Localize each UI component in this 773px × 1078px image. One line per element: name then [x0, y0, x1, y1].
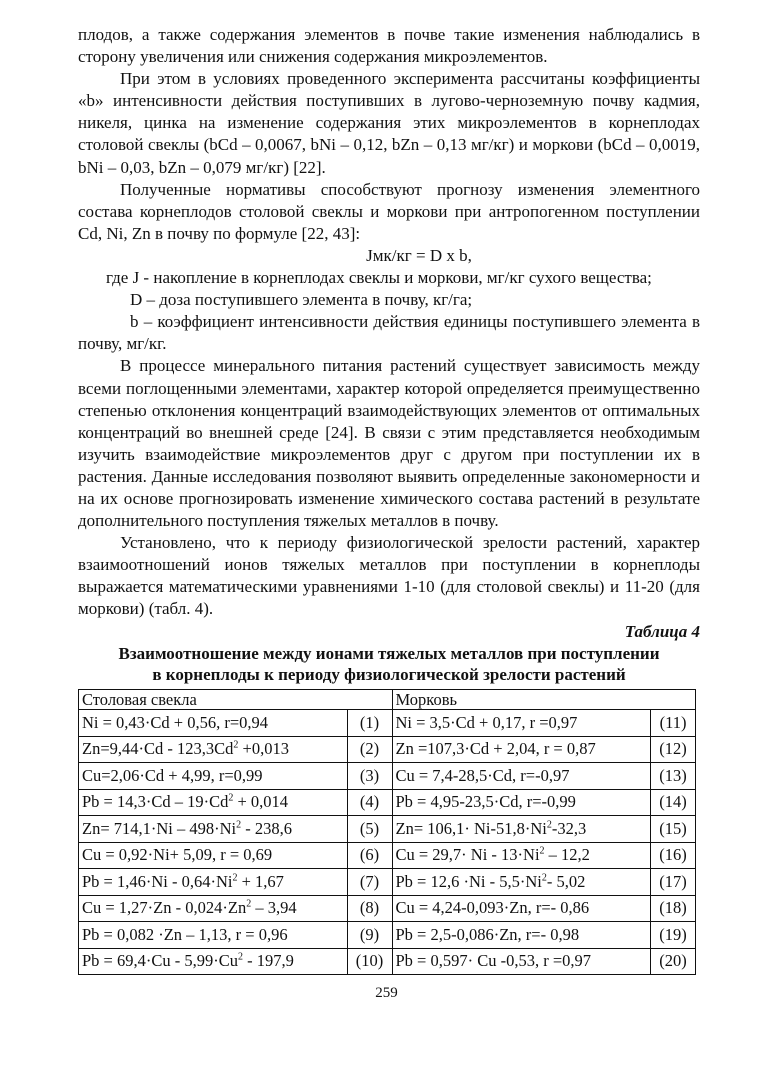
equation-main: Pb = 14,3·Cd – 19·Cd: [82, 792, 229, 812]
carrot-equation: [392, 922, 651, 949]
equation-exponent: 2: [233, 739, 239, 751]
table-row: [79, 710, 696, 737]
table-row: [79, 736, 696, 763]
table-body: [79, 710, 696, 975]
paragraph-1: плодов, а также содержания элементов в почве такие изменения наблюдались в сторону увеличения или снижения содержания микроэлементов.: [78, 25, 700, 67]
equation-tail: -32,3: [551, 818, 587, 838]
carrot-equation: [392, 842, 651, 869]
equation-main: Cu = 7,4-28,5·Cd, r=-0,97: [395, 765, 570, 785]
table-row: [79, 922, 696, 949]
beet-equation: [79, 842, 348, 869]
equation-tail: +0,013: [238, 739, 289, 759]
equation-number: (8): [347, 895, 392, 922]
equation-main: Pb = 1,46·Ni - 0,64·Ni: [82, 871, 233, 891]
equation-number: (13): [651, 763, 696, 790]
equation-exponent: 2: [228, 792, 234, 804]
beet-equation: [79, 789, 348, 816]
equation-main: Cu=2,06·Cd + 4,99, r=0,99: [82, 765, 263, 785]
beet-equation: [79, 895, 348, 922]
equation-number: (6): [347, 842, 392, 869]
beet-equation: [79, 948, 348, 975]
body-text: [78, 24, 700, 685]
table-row: [79, 869, 696, 896]
equations-table: [78, 689, 696, 975]
beet-equation: [79, 869, 348, 896]
equation-main: Pb = 0,082 ·Zn – 1,13, r = 0,96: [82, 924, 288, 944]
beet-equation: [79, 736, 348, 763]
beet-equation: [79, 816, 348, 843]
beet-equation: [79, 763, 348, 790]
formula: Jмк/кг = D x b,: [366, 245, 472, 265]
header-beet: Столовая свекла: [79, 690, 393, 710]
equation-exponent: 2: [541, 872, 547, 884]
equation-main: Cu = 4,24-0,093·Zn, r=- 0,86: [395, 898, 590, 918]
equation-exponent: 2: [236, 819, 242, 831]
carrot-equation: [392, 710, 651, 737]
equation-number: (3): [347, 763, 392, 790]
equation-number: (11): [651, 710, 696, 737]
page-number: 259: [375, 985, 398, 1001]
carrot-equation: [392, 789, 651, 816]
equation-exponent: 2: [237, 951, 243, 963]
paragraph-5: Установлено, что к периоду физиологической зрелости растений, характер взаимоотношений ионов тяжелых металлов при поступлении в корнеплоды выражается математическими уравнениями 1-10 (для столовой свеклы) и 11-20 (для моркови) (табл. 4).: [78, 533, 700, 619]
table-caption-line-1: Взаимоотношение между ионами тяжелых металлов при поступлении: [118, 643, 660, 663]
equation-main: Zn= 106,1· Ni-51,8·Ni: [395, 818, 547, 838]
equation-tail: + 1,67: [237, 871, 284, 891]
paragraph-2: При этом в условиях проведенного эксперимента рассчитаны коэффициенты «b» интенсивности действия поступивших в лугово-черноземную почву кадмия, никеля, цинка на изменение содержания этих микроэлементов в корнеплодах столовой свеклы (bCd – 0,0067, bNi – 0,12, bZn – 0,13 мг/кг) и моркови (bCd – 0,0019, bNi – 0,03, bZn – 0,079 мг/кг) [22].: [78, 69, 700, 177]
equation-tail: – 3,94: [251, 898, 297, 918]
equation-main: Pb = 69,4·Cu - 5,99·Cu: [82, 951, 238, 971]
equation-number: (18): [651, 895, 696, 922]
definition-j: где J - накопление в корнеплодах свеклы и моркови, мг/кг сухого вещества;: [106, 268, 652, 288]
paragraph-3: Полученные нормативы способствуют прогнозу изменения элементного состава корнеплодов столовой свеклы и моркови при антропогенном поступлении Cd, Ni, Zn в почву по формуле [22, 43]:: [78, 179, 700, 243]
table-row: [79, 895, 696, 922]
header-carrot: Морковь: [392, 690, 696, 710]
equation-number: (15): [651, 816, 696, 843]
equation-exponent: 2: [539, 845, 545, 857]
equation-number: (2): [347, 736, 392, 763]
equation-main: Cu = 1,27·Zn - 0,024·Zn: [82, 898, 247, 918]
equation-number: (10): [347, 948, 392, 975]
carrot-equation: [392, 895, 651, 922]
equation-exponent: 2: [232, 872, 238, 884]
carrot-equation: [392, 948, 651, 975]
equation-main: Zn= 714,1·Ni – 498·Ni: [82, 818, 237, 838]
equation-main: Ni = 3,5·Cd + 0,17, r =0,97: [395, 712, 578, 732]
equation-main: Cu = 0,92·Ni+ 5,09, r = 0,69: [82, 845, 273, 865]
equation-number: (4): [347, 789, 392, 816]
equation-main: Pb = 4,95-23,5·Cd, r=-0,99: [395, 792, 576, 812]
carrot-equation: [392, 736, 651, 763]
equation-main: Cu = 29,7· Ni - 13·Ni: [395, 845, 540, 865]
equation-number: (12): [651, 736, 696, 763]
equation-tail: - 238,6: [241, 818, 292, 838]
equation-number: (20): [651, 948, 696, 975]
table-row: [79, 842, 696, 869]
equation-number: (14): [651, 789, 696, 816]
equation-number: (1): [347, 710, 392, 737]
equation-tail: - 5,02: [546, 871, 586, 891]
table-row: [79, 816, 696, 843]
table-row: [79, 789, 696, 816]
equation-tail: - 197,9: [242, 951, 294, 971]
table-caption-line-2: в корнеплоды к периоду физиологической зрелости растений: [152, 664, 626, 684]
equation-exponent: 2: [246, 898, 252, 910]
equation-main: Ni = 0,43·Cd + 0,56, r=0,94: [82, 712, 269, 732]
equation-main: Zn=9,44·Cd - 123,3Cd: [82, 739, 234, 759]
equation-tail: – 12,2: [544, 845, 590, 865]
equation-main: Pb = 2,5-0,086·Zn, r=- 0,98: [395, 924, 580, 944]
equation-number: (5): [347, 816, 392, 843]
equation-exponent: 2: [546, 819, 552, 831]
equation-main: Pb = 0,597· Cu -0,53, r =0,97: [395, 951, 592, 971]
carrot-equation: [392, 763, 651, 790]
definition-d: D – доза поступившего элемента в почву, кг/га;: [130, 290, 473, 310]
table-row: [79, 948, 696, 975]
carrot-equation: [392, 869, 651, 896]
paragraph-4: В процессе минерального питания растений существует зависимость между всеми поглощенными элементами, характер которой определяется преимущественно степенью отклонения концентраций взаимодействующих элементов от оптимальных концентраций во внешней среде [24]. В связи с этим представляется необходимым изучить взаимодействие микроэлементов друг с другом при поступлении их в растения. Данные исследования позволяют выявить определенные закономерности и на их основе прогнозировать изменение химического состава растений в результате дополнительного поступления тяжелых металлов в почву.: [78, 356, 700, 531]
beet-equation: [79, 710, 348, 737]
equation-number: (9): [347, 922, 392, 949]
equation-number: (17): [651, 869, 696, 896]
beet-equation: [79, 922, 348, 949]
definition-b: b – коэффициент интенсивности действия единицы поступившего элемента в почву, мг/кг.: [78, 312, 700, 354]
equation-main: Zn =107,3·Cd + 2,04, r = 0,87: [395, 739, 596, 759]
equation-number: (16): [651, 842, 696, 869]
table-header-row: [79, 690, 696, 710]
carrot-equation: [392, 816, 651, 843]
equation-number: (7): [347, 869, 392, 896]
table-label: Таблица 4: [624, 621, 700, 641]
equation-number: (19): [651, 922, 696, 949]
equation-main: Pb = 12,6 ·Ni - 5,5·Ni: [395, 871, 542, 891]
equation-tail: + 0,014: [233, 792, 289, 812]
table-row: [79, 763, 696, 790]
